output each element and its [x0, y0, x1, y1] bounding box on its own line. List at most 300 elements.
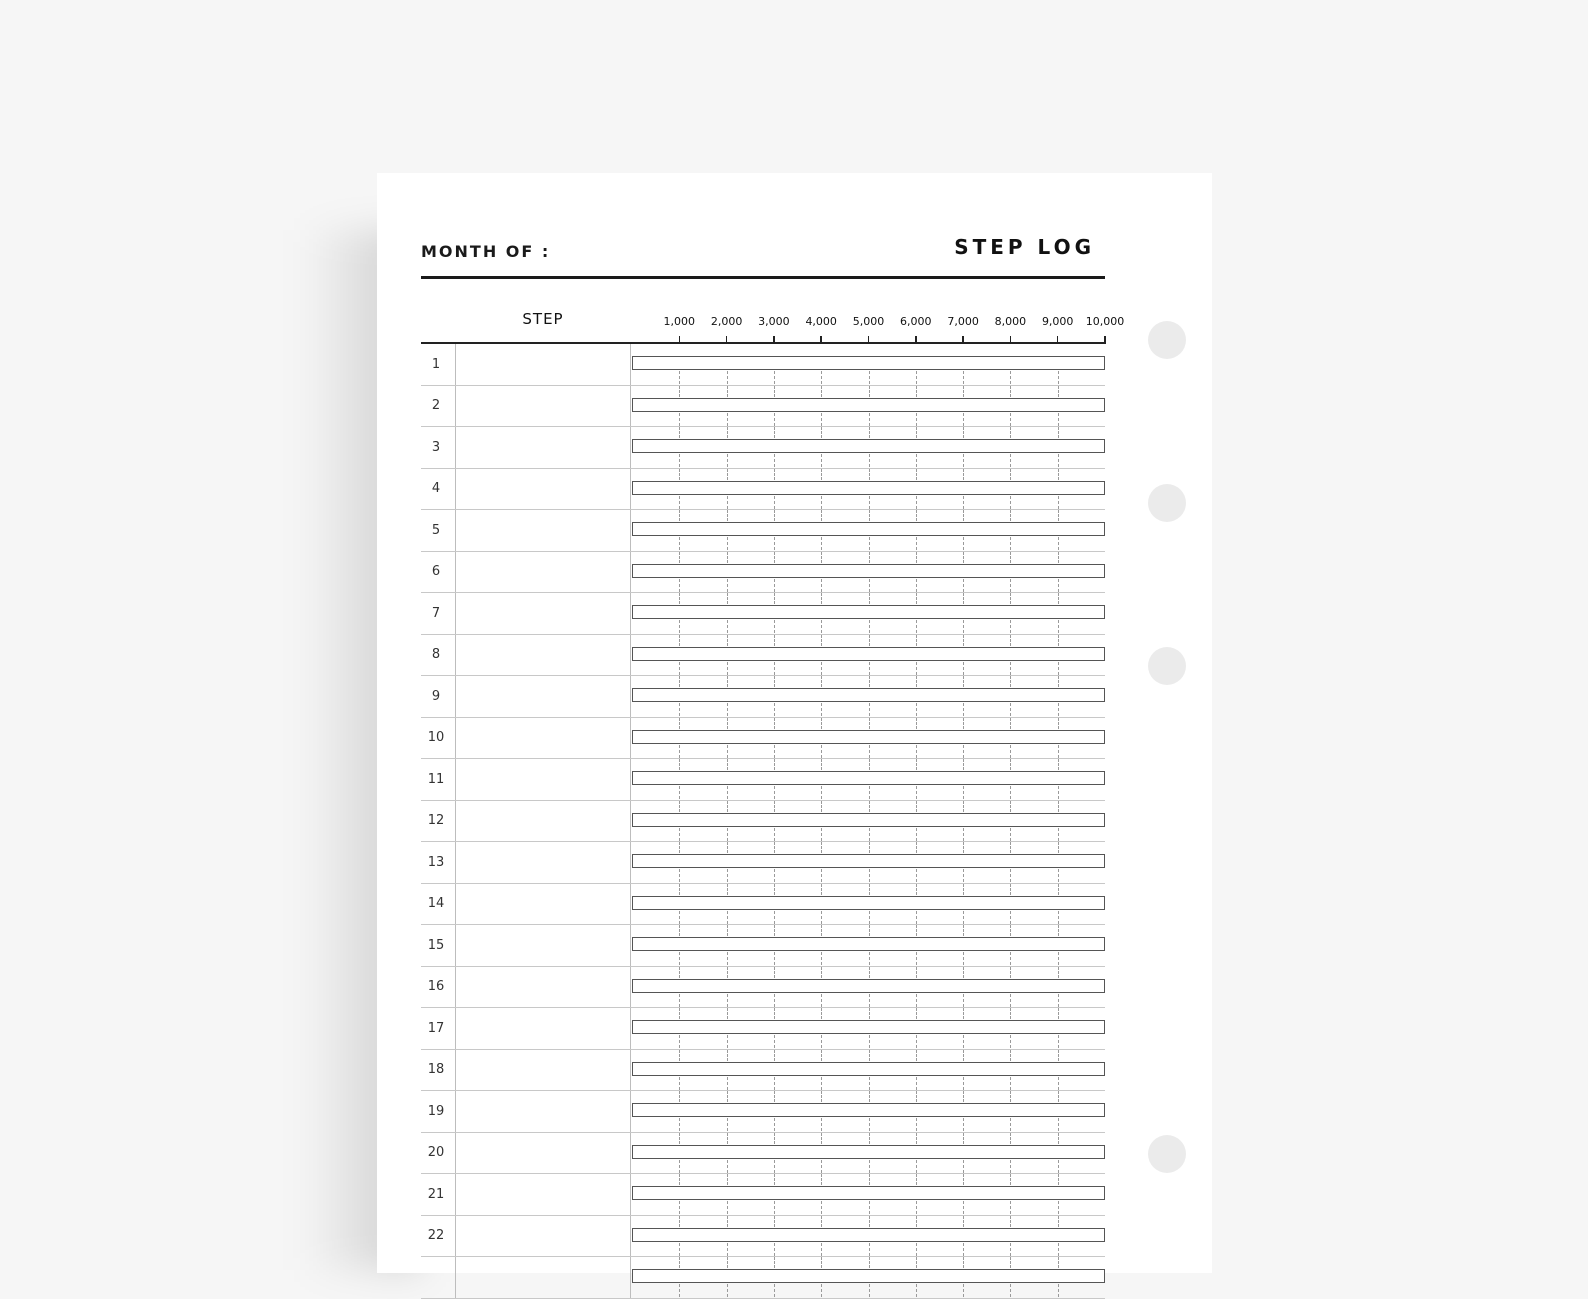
scale-guide [679, 952, 680, 965]
scale-guide [774, 801, 775, 812]
day-number: 8 [431, 647, 441, 663]
scale-guide [821, 828, 822, 841]
scale-guide [821, 593, 822, 604]
step-entry-cell[interactable] [457, 1050, 629, 1091]
scale-guide [1058, 1050, 1059, 1061]
scale-guide [869, 427, 870, 438]
day-number: 11 [427, 771, 445, 787]
scale-guide [869, 786, 870, 799]
scale-guide [679, 1050, 680, 1061]
scale-guide [821, 1201, 822, 1214]
scale-guide [727, 1257, 728, 1268]
scale-guide [1058, 1008, 1059, 1019]
scale-guide [916, 510, 917, 521]
scale-guide [1010, 620, 1011, 633]
step-entry-cell[interactable] [457, 884, 629, 925]
step-progress-bar[interactable] [632, 522, 1105, 536]
day-number: 2 [431, 398, 441, 414]
step-progress-bar[interactable] [632, 647, 1105, 661]
scale-guide [963, 635, 964, 646]
step-progress-bar[interactable] [632, 688, 1105, 702]
column-divider [455, 1257, 456, 1298]
scale-guide [821, 718, 822, 729]
scale-guide [963, 537, 964, 550]
scale-guide [727, 1216, 728, 1227]
scale-guide [916, 1133, 917, 1144]
scale-guide [679, 552, 680, 563]
scale-guide [1058, 552, 1059, 563]
scale-guide [727, 842, 728, 853]
month-of-label: MONTH OF : [421, 242, 551, 261]
scale-guide [774, 952, 775, 965]
scale-guide [869, 593, 870, 604]
scale-guide [1010, 676, 1011, 687]
step-progress-bar[interactable] [632, 356, 1105, 370]
step-entry-cell[interactable] [457, 718, 629, 759]
scale-guide [916, 1201, 917, 1214]
scale-guide [916, 1118, 917, 1131]
column-divider [630, 635, 631, 676]
scale-guide [1058, 537, 1059, 550]
scale-guide [727, 994, 728, 1007]
step-entry-cell[interactable] [457, 1008, 629, 1049]
scale-guide [869, 635, 870, 646]
scale-label: 4,000 [805, 315, 837, 328]
step-progress-bar[interactable] [632, 979, 1105, 993]
scale-guide [774, 759, 775, 770]
scale-guide [869, 496, 870, 509]
scale-guide [679, 635, 680, 646]
scale-guide [869, 552, 870, 563]
scale-guide [821, 1091, 822, 1102]
scale-guide [963, 759, 964, 770]
step-entry-cell[interactable] [457, 1257, 629, 1298]
scale-guide [1010, 1077, 1011, 1090]
scale-guide [679, 413, 680, 426]
scale-guide [1010, 1091, 1011, 1102]
step-entry-cell[interactable] [457, 552, 629, 593]
scale-guide [774, 745, 775, 758]
scale-guide [679, 371, 680, 384]
step-entry-cell[interactable] [457, 842, 629, 883]
scale-guide [1010, 952, 1011, 965]
scale-guide [727, 427, 728, 438]
scale-guide [774, 786, 775, 799]
scale-guide [869, 1118, 870, 1131]
scale-guide [1010, 786, 1011, 799]
scale-guide [679, 579, 680, 592]
scale-guide [679, 1201, 680, 1214]
scale-guide [963, 1174, 964, 1185]
day-number: 13 [427, 854, 445, 870]
step-entry-cell[interactable] [457, 510, 629, 551]
scale-guide [916, 1257, 917, 1268]
step-progress-bar[interactable] [632, 937, 1105, 951]
scale-guide [679, 869, 680, 882]
scale-guide [916, 386, 917, 397]
step-progress-bar[interactable] [632, 771, 1105, 785]
scale-guide [1058, 925, 1059, 936]
scale-guide [774, 1243, 775, 1256]
scale-guide [916, 371, 917, 384]
scale-guide [963, 703, 964, 716]
scale-guide [1058, 911, 1059, 924]
scale-guide [679, 1216, 680, 1227]
scale-guide [821, 386, 822, 397]
scale-guide [1058, 786, 1059, 799]
scale-guide [727, 579, 728, 592]
scale-guide [1010, 579, 1011, 592]
scale-guide [869, 759, 870, 770]
table-row [421, 884, 1105, 926]
day-number: 21 [427, 1186, 445, 1202]
scale-guide [916, 759, 917, 770]
scale-guide [916, 745, 917, 758]
scale-guide [869, 454, 870, 467]
scale-guide [869, 801, 870, 812]
scale-guide [1010, 552, 1011, 563]
scale-guide [963, 579, 964, 592]
scale-guide [963, 925, 964, 936]
step-entry-cell[interactable] [457, 344, 629, 385]
column-divider [630, 1216, 631, 1257]
day-number: 12 [427, 813, 445, 829]
column-divider [455, 718, 456, 759]
step-entry-cell[interactable] [457, 759, 629, 800]
scale-guide [963, 994, 964, 1007]
scale-guide [1010, 496, 1011, 509]
scale-guide [774, 413, 775, 426]
step-progress-bar[interactable] [632, 1103, 1105, 1117]
scale-guide [869, 884, 870, 895]
scale-guide [1058, 1216, 1059, 1227]
step-entry-cell[interactable] [457, 925, 629, 966]
scale-guide [727, 759, 728, 770]
scale-guide [679, 620, 680, 633]
scale-guide [869, 994, 870, 1007]
scale-guide [679, 1133, 680, 1144]
day-number: 19 [427, 1103, 445, 1119]
scale-guide [774, 1201, 775, 1214]
scale-guide [916, 952, 917, 965]
step-progress-bar[interactable] [632, 1269, 1105, 1283]
column-divider [630, 1133, 631, 1174]
scale-guide [679, 1257, 680, 1268]
column-divider [455, 1174, 456, 1215]
scale-guide [869, 828, 870, 841]
scale-guide [1010, 967, 1011, 978]
scale-guide [1010, 1243, 1011, 1256]
scale-guide [1058, 745, 1059, 758]
scale-guide [916, 925, 917, 936]
step-progress-bar[interactable] [632, 1228, 1105, 1242]
day-number: 5 [431, 522, 441, 538]
scale-guide [1010, 1284, 1011, 1297]
scale-guide [679, 801, 680, 812]
scale-label: 9,000 [1041, 315, 1074, 328]
scale-guide [869, 1133, 870, 1144]
table-row [421, 552, 1105, 594]
day-number: 18 [427, 1062, 445, 1078]
column-divider [455, 386, 456, 427]
table-row [421, 925, 1105, 967]
scale-guide [1058, 967, 1059, 978]
scale-label: 10,000 [1085, 315, 1125, 328]
step-entry-cell[interactable] [457, 469, 629, 510]
scale-guide [963, 1050, 964, 1061]
step-entry-cell[interactable] [457, 386, 629, 427]
scale-guide [1058, 1201, 1059, 1214]
binder-hole [1148, 484, 1186, 522]
scale-guide [774, 662, 775, 675]
scale-guide [821, 1257, 822, 1268]
step-entry-cell[interactable] [457, 427, 629, 468]
scale-guide [869, 537, 870, 550]
column-divider [455, 344, 456, 385]
scale-guide [916, 869, 917, 882]
scale-guide [963, 371, 964, 384]
step-entry-cell[interactable] [457, 635, 629, 676]
column-divider [630, 967, 631, 1008]
scale-guide [963, 427, 964, 438]
scale-guide [916, 454, 917, 467]
scale-guide [774, 635, 775, 646]
scale-guide [869, 1284, 870, 1297]
scale-guide [727, 413, 728, 426]
scale-guide [963, 1243, 964, 1256]
scale-guide [1058, 869, 1059, 882]
scale-guide [727, 662, 728, 675]
day-number: 1 [431, 356, 441, 372]
step-progress-bar[interactable] [632, 813, 1105, 827]
scale-guide [869, 1050, 870, 1061]
scale-guide [963, 828, 964, 841]
scale-guide [727, 371, 728, 384]
step-progress-bar[interactable] [632, 398, 1105, 412]
scale-guide [1010, 386, 1011, 397]
step-entry-cell[interactable] [457, 676, 629, 717]
scale-guide [1010, 537, 1011, 550]
scale-guide [869, 1008, 870, 1019]
scale-guide [963, 552, 964, 563]
scale-guide [916, 801, 917, 812]
scale-guide [1010, 703, 1011, 716]
scale-guide [774, 1077, 775, 1090]
step-entry-cell[interactable] [457, 1174, 629, 1215]
scale-guide [727, 786, 728, 799]
step-entry-cell[interactable] [457, 593, 629, 634]
scale-guide [916, 593, 917, 604]
scale-guide [1058, 884, 1059, 895]
scale-guide [1010, 718, 1011, 729]
scale-guide [916, 1008, 917, 1019]
scale-guide [1058, 579, 1059, 592]
scale-guide [963, 386, 964, 397]
scale-label: 6,000 [900, 315, 932, 328]
scale-guide [916, 718, 917, 729]
scale-label: 5,000 [852, 315, 885, 328]
step-progress-bar[interactable] [632, 1145, 1105, 1159]
scale-guide [1058, 371, 1059, 384]
column-divider [630, 1008, 631, 1049]
step-progress-bar[interactable] [632, 854, 1105, 868]
scale-guide [1058, 1174, 1059, 1185]
scale-guide [1058, 593, 1059, 604]
scale-guide [774, 552, 775, 563]
scale-guide [679, 662, 680, 675]
day-number: 16 [427, 979, 445, 995]
scale-guide [916, 496, 917, 509]
scale-guide [727, 1160, 728, 1173]
scale-guide [963, 967, 964, 978]
column-divider [630, 386, 631, 427]
scale-guide [774, 496, 775, 509]
scale-guide [821, 454, 822, 467]
scale-guide [1010, 759, 1011, 770]
table-row [421, 1216, 1105, 1258]
step-entry-cell[interactable] [457, 1133, 629, 1174]
scale-guide [679, 537, 680, 550]
column-divider [630, 884, 631, 925]
step-progress-bar[interactable] [632, 1020, 1105, 1034]
scale-guide [679, 786, 680, 799]
scale-guide [727, 537, 728, 550]
scale-guide [679, 1077, 680, 1090]
scale-guide [774, 427, 775, 438]
column-divider [630, 676, 631, 717]
scale-guide [1058, 1091, 1059, 1102]
scale-guide [1058, 1243, 1059, 1256]
scale-guide [869, 842, 870, 853]
scale-guide [916, 911, 917, 924]
scale-guide [821, 1050, 822, 1061]
scale-guide [727, 703, 728, 716]
scale-guide [1010, 842, 1011, 853]
scale-guide [1010, 745, 1011, 758]
planner-sheet [377, 173, 1212, 1273]
scale-guide [916, 635, 917, 646]
scale-guide [1010, 1174, 1011, 1185]
column-divider [455, 469, 456, 510]
scale-guide [1058, 994, 1059, 1007]
column-divider [630, 469, 631, 510]
step-progress-bar[interactable] [632, 730, 1105, 744]
step-progress-bar[interactable] [632, 896, 1105, 910]
scale-guide [1010, 427, 1011, 438]
scale-guide [821, 759, 822, 770]
scale-guide [774, 386, 775, 397]
scale-guide [869, 925, 870, 936]
scale-guide [1010, 1257, 1011, 1268]
scale-guide [821, 1216, 822, 1227]
scale-guide [1010, 911, 1011, 924]
scale-guide [727, 510, 728, 521]
scale-guide [869, 1160, 870, 1173]
scale-guide [821, 635, 822, 646]
scale-guide [1010, 593, 1011, 604]
table-row [421, 718, 1105, 760]
scale-guide [869, 1243, 870, 1256]
step-progress-bar[interactable] [632, 481, 1105, 495]
step-progress-bar[interactable] [632, 439, 1105, 453]
scale-guide [869, 371, 870, 384]
scale-guide [679, 925, 680, 936]
scale-guide [821, 1077, 822, 1090]
scale-guide [727, 1133, 728, 1144]
scale-guide [774, 371, 775, 384]
step-progress-bar[interactable] [632, 605, 1105, 619]
scale-guide [1010, 635, 1011, 646]
scale-guide [916, 537, 917, 550]
scale-guide [821, 579, 822, 592]
scale-guide [869, 662, 870, 675]
scale-guide [963, 869, 964, 882]
column-divider [630, 801, 631, 842]
scale-guide [727, 801, 728, 812]
column-divider [455, 635, 456, 676]
scale-guide [916, 579, 917, 592]
scale-guide [774, 469, 775, 480]
column-divider [630, 1091, 631, 1132]
column-divider [455, 676, 456, 717]
step-entry-cell[interactable] [457, 1091, 629, 1132]
step-progress-bar[interactable] [632, 1062, 1105, 1076]
scale-guide [774, 828, 775, 841]
scale-guide [1058, 1077, 1059, 1090]
column-divider [630, 552, 631, 593]
column-divider [455, 1216, 456, 1257]
step-progress-bar[interactable] [632, 564, 1105, 578]
scale-label: 3,000 [758, 315, 790, 328]
scale-guide [679, 1160, 680, 1173]
scale-guide [821, 662, 822, 675]
scale-guide [727, 469, 728, 480]
scale-guide [1010, 510, 1011, 521]
scale-guide [774, 579, 775, 592]
day-number: 6 [431, 564, 441, 580]
scale-guide [727, 884, 728, 895]
scale-guide [821, 537, 822, 550]
scale-guide [1058, 454, 1059, 467]
scale-guide [869, 1091, 870, 1102]
table-row [421, 386, 1105, 428]
scale-guide [963, 801, 964, 812]
scale-guide [869, 1201, 870, 1214]
day-number: 9 [431, 688, 441, 704]
scale-guide [963, 1035, 964, 1048]
scale-guide [679, 510, 680, 521]
scale-guide [1058, 1133, 1059, 1144]
step-progress-bar[interactable] [632, 1186, 1105, 1200]
step-entry-cell[interactable] [457, 1216, 629, 1257]
step-entry-cell[interactable] [457, 801, 629, 842]
column-divider [455, 884, 456, 925]
scale-guide [1058, 718, 1059, 729]
scale-guide [821, 1133, 822, 1144]
scale-guide [679, 427, 680, 438]
table-row [421, 427, 1105, 469]
scale-guide [727, 952, 728, 965]
step-entry-cell[interactable] [457, 967, 629, 1008]
scale-guide [727, 718, 728, 729]
scale-guide [774, 703, 775, 716]
scale-guide [727, 967, 728, 978]
scale-guide [916, 469, 917, 480]
scale-guide [1010, 801, 1011, 812]
column-divider [455, 967, 456, 1008]
scale-guide [1010, 994, 1011, 1007]
scale-guide [916, 884, 917, 895]
